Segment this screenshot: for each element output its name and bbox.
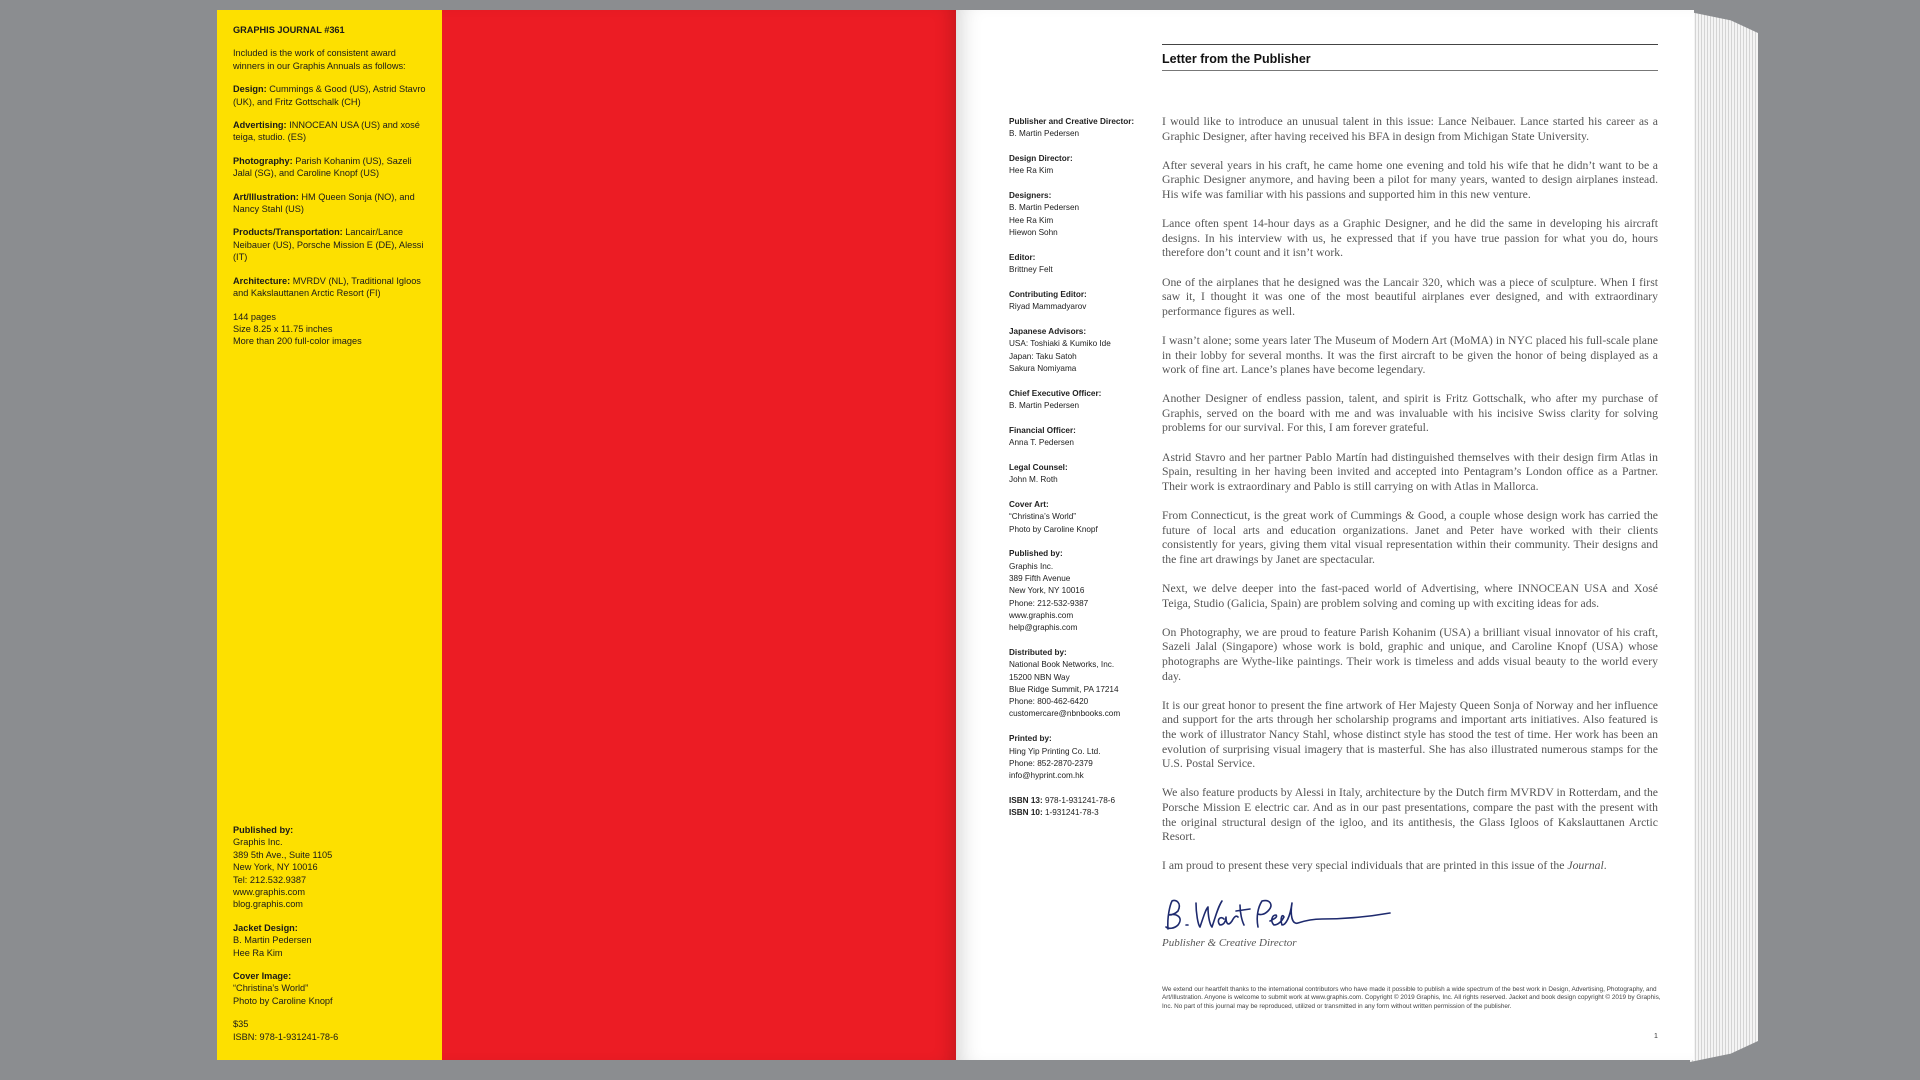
category-label: Design: [233, 84, 267, 95]
masthead-line: Anna T. Pedersen [1009, 438, 1074, 448]
letter-paragraphs [1162, 115, 1658, 845]
letter-paragraph: On Photography, we are proud to feature Parish Kohanim (USA) a brilliant visual innovator of his craft, Sazeli Jalal (Singapore) whose work is bold, graphic and unique, and Caroline Knopf (USA) whose photographs are Wythe-like paintings. Their work is timeless and adds visual beauty to the world every day. [1162, 625, 1658, 683]
masthead-line: Sakura Nomiyama [1009, 363, 1077, 373]
masthead-line: Phone: 212-532-9387 [1009, 598, 1089, 608]
cover-line: “Christina’s World” [233, 983, 309, 994]
letter-paragraph: Another Designer of endless passion, talent, and spirit is Fritz Gottschalk, who after my purchase of Graphis, served on the board with me and was invaluable with his incisive Swiss clarity for solving problems for our survival. For this, I am forever grateful. [1162, 392, 1658, 435]
masthead-line: USA: Toshiaki & Kumiko Ide [1009, 339, 1111, 349]
flap-categories [233, 83, 426, 299]
flap-colophon [233, 824, 433, 1054]
masthead-entry [1009, 326, 1149, 375]
masthead-line: Graphis Inc. [1009, 561, 1054, 571]
masthead-entry [1009, 153, 1149, 178]
letter-page [956, 10, 1694, 1060]
published-line: www.graphis.com [233, 887, 305, 898]
letter-paragraph: I would like to introduce an unusual talent in this issue: Lance Neibauer. Lance started his career as a Graphic Designer, after having received his BFA in design from Michigan State University. [1162, 115, 1658, 143]
masthead-line: National Book Networks, Inc. [1009, 660, 1115, 670]
jacket-line: Hee Ra Kim [233, 947, 283, 958]
masthead-line: www.graphis.com [1009, 610, 1074, 620]
category-text: Cummings & Good (US), Astrid Stavro (UK), and Fritz Gottschalk (CH) [233, 84, 426, 107]
masthead-line: Hee Ra Kim [1009, 166, 1054, 176]
jacket-line: B. Martin Pedersen [233, 935, 312, 946]
masthead-entry [1009, 425, 1149, 450]
red-cover-panel [442, 10, 956, 1060]
flap-price [233, 1018, 433, 1043]
letter-body [1162, 115, 1658, 888]
page-number: 1 [1654, 1033, 1658, 1040]
masthead-line: Photo by Caroline Knopf [1009, 524, 1098, 534]
masthead-line: Japan: Taku Satoh [1009, 351, 1077, 361]
masthead-line: B. Martin Pedersen [1009, 203, 1080, 213]
letter-paragraph: Next, we delve deeper into the fast-paced world of Advertising, where INNOCEAN USA and Xosé Teiga, Studio (Galicia, Spain) are problem solving and coming up with exciting ideas for ads. [1162, 582, 1658, 610]
masthead-label: Cover Art: [1009, 500, 1049, 510]
masthead-line: John M. Roth [1009, 475, 1058, 485]
category-label: Advertising: [233, 120, 287, 131]
journal-title: GRAPHIS JOURNAL #361 [233, 25, 345, 35]
masthead-line: Hee Ra Kim [1009, 215, 1054, 225]
page-edge [1690, 12, 1758, 1062]
published-line: 389 5th Ave., Suite 1105 [233, 849, 333, 860]
isbn-label: ISBN 10: [1009, 808, 1043, 818]
masthead-entry [1009, 548, 1149, 634]
jacket-flap [217, 10, 442, 1060]
category-text: Parish Kohanim (US), Sazeli Jalal (SG), and Caroline Knopf (US) [233, 155, 412, 179]
cover-line: Photo by Caroline Knopf [233, 995, 333, 1006]
masthead-label: Distributed by: [1009, 648, 1067, 657]
category-text: MVRDV (NL), Traditional Igloos and Kakslauttanen Arctic Resort (FI) [233, 275, 421, 299]
flap-published-by [233, 824, 433, 911]
flap-cover-image [233, 970, 433, 1007]
published-label: Published by: [233, 825, 294, 835]
masthead-label: Contributing Editor: [1009, 289, 1087, 299]
letter-paragraph: I wasn’t alone; some years later The Museum of Modern Art (MoMA) in NYC placed his full-scale plane in their lobby for several months. It was the first aircraft to be given the honor of being displayed as a work of fine art. Lance’s planes have become legendary. [1162, 333, 1658, 377]
category-label: Architecture: [233, 275, 291, 286]
letter-paragraph: We also feature products by Alessi in Italy, architecture by the Dutch firm MVRDV in Rotterdam, and the Porsche Mission E electric car. And as in our past presentations, compare the past with the present with the original structural design of the igloo, and its antithesis, the Glass Igloos of Kakslauttanen Arctic Resort. [1162, 786, 1658, 844]
closing-text: I am proud to present these very special individuals that are printed in this issue of the [1162, 859, 1568, 873]
masthead-line: Blue Ridge Summit, PA 17214 [1009, 684, 1119, 694]
signature-graphic [1162, 895, 1402, 935]
spec-line: More than 200 full-color images [233, 336, 362, 347]
category-text: HM Queen Sonja (NO), and Nancy Stahl (US) [233, 191, 415, 215]
flap-specs [233, 311, 426, 348]
masthead-label: Chief Executive Officer: [1009, 388, 1102, 398]
masthead-line: “Christina’s World” [1009, 512, 1077, 522]
published-line: Tel: 212.532.9387 [233, 874, 307, 885]
letter-paragraph: Lance often spent 14-hour days as a Graphic Designer, and he did the same in developing his aircraft designs. In his interview with us, he expressed that if you have true passion for what you do, hours therefore don’t count and it isn’t work. [1162, 217, 1658, 260]
masthead-label: Printed by: [1009, 734, 1052, 744]
masthead-label: Published by: [1009, 549, 1063, 559]
masthead-line: B. Martin Pedersen [1009, 129, 1080, 139]
masthead-line: Brittney Felt [1009, 265, 1053, 275]
masthead-list [1009, 116, 1149, 782]
closing-italic: Journal [1567, 859, 1604, 873]
flap-intro: Included is the work of consistent award winners in our Graphis Annuals as follows: [233, 48, 406, 71]
masthead-line: 15200 NBN Way [1009, 672, 1070, 682]
letter-heading: Letter from the Publisher [1162, 44, 1658, 71]
jacket-label: Jacket Design: [233, 922, 298, 933]
masthead-entry [1009, 462, 1149, 487]
cover-label: Cover Image: [233, 971, 292, 982]
flap-category [233, 191, 426, 216]
masthead-line: Hing Yip Printing Co. Ltd. [1009, 746, 1101, 756]
masthead-label: Editor: [1009, 252, 1036, 262]
published-line: blog.graphis.com [233, 899, 303, 910]
masthead-entry [1009, 733, 1149, 782]
masthead-isbn [1009, 795, 1149, 820]
category-label: Products/Transportation: [233, 227, 343, 238]
flap-jacket-design [233, 922, 433, 959]
masthead-label: Designers: [1009, 191, 1052, 201]
masthead-entry [1009, 289, 1149, 314]
masthead-line: info@hyprint.com.hk [1009, 771, 1084, 781]
masthead-line: 389 Fifth Avenue [1009, 574, 1071, 584]
spec-line: Size 8.25 x 11.75 inches [233, 323, 333, 334]
masthead-entry [1009, 499, 1149, 536]
flap-category [233, 155, 426, 180]
letter-closing [1162, 859, 1658, 874]
flap-isbn: ISBN: 978-1-931241-78-6 [233, 1031, 339, 1042]
category-text: INNOCEAN USA (US) and xosé teiga, studio. (ES) [233, 120, 420, 143]
masthead-entry [1009, 252, 1149, 277]
flap-category [233, 275, 426, 300]
isbn-value: 978-1-931241-78-6 [1042, 795, 1116, 805]
masthead-line: B. Martin Pedersen [1009, 401, 1080, 411]
masthead-line: New York, NY 10016 [1009, 586, 1085, 596]
category-text: Lancair/Lance Neibauer (US), Porsche Mission E (DE), Alessi (IT) [233, 227, 424, 263]
masthead-line: Hiewon Sohn [1009, 228, 1058, 238]
category-label: Photography: [233, 155, 293, 166]
flap-category [233, 119, 426, 144]
masthead-entry [1009, 116, 1149, 141]
masthead-entry [1009, 647, 1149, 721]
flap-category [233, 226, 426, 263]
masthead-label: Japanese Advisors: [1009, 327, 1087, 337]
masthead-label: Publisher and Creative Director: [1009, 117, 1135, 126]
masthead-entry [1009, 190, 1149, 239]
isbn-value: 1-931241-78-3 [1042, 808, 1099, 818]
masthead-line: Riyad Mammadyarov [1009, 302, 1087, 312]
closing-end: . [1603, 859, 1607, 873]
letter-paragraph: One of the airplanes that he designed was the Lancair 320, which was a piece of sculpture. When I first saw it, I thought it was one of the most beautiful airplanes ever designed, and with extraordinary performance figures as well. [1162, 275, 1658, 318]
masthead-line: customercare@nbnbooks.com [1009, 709, 1121, 719]
footnote: We extend our heartfelt thanks to the international contributors who have made it possible to publish a wide spectrum of the best work in Design, Advertising, Photography, and Art/Illustration. Anyone is welcome to submit work at www.graphis.com. Copyright © 2019 Graphis, Inc. All rights reserved. Jacket and book design copyright © 2019 by Graphis, Inc. No part of this journal may be reproduced, utilized or transmitted in any form without written permission of the publisher. [1162, 986, 1661, 1010]
letter-paragraph: After several years in his craft, he came home one evening and told his wife that he didn’t want to be a Graphic Designer anymore, and having been a pilot for many years, wanted to design airplanes instead. His wife was familiar with his passions and supported him in this new venture. [1162, 158, 1658, 201]
masthead-entry [1009, 388, 1149, 413]
masthead-label: Design Director: [1009, 154, 1073, 164]
masthead-line: Phone: 800-462-6420 [1009, 697, 1089, 707]
isbn-label: ISBN 13: [1009, 795, 1043, 805]
category-label: Art/Illustration: [233, 191, 299, 202]
published-line: New York, NY 10016 [233, 862, 318, 873]
masthead-label: Legal Counsel: [1009, 462, 1068, 472]
price: $35 [233, 1019, 249, 1030]
letter-paragraph: From Connecticut, is the great work of Cummings & Good, a couple whose design work has carried the future of local arts and education organizations. Janet and Peter have worked with their clients consistently for years, giving them vital visual representation within their community. Their designs and the fine art drawings by Janet are spectacular. [1162, 509, 1658, 566]
signature-caption: Publisher & Creative Director [1162, 937, 1297, 949]
letter-paragraph: It is our great honor to present the fine artwork of Her Majesty Queen Sonja of Norway and her influence and support for the arts through her scholarship programs and important arts initiatives. Also featured is the work of illustrator Nancy Stahl, whose distinct style has stood the test of time. Her work has been an evolution of surprising visual imagery that is masterful. She has also illustrated numerous stamps for the U.S. Postal Service. [1162, 698, 1658, 771]
published-line: Graphis Inc. [233, 837, 283, 848]
flap-category [233, 83, 426, 108]
letter-paragraph: Astrid Stavro and her partner Pablo Martín had distinguished themselves with their design firm Atlas in Spain, resulting in her having been invited and accepted into Pentagram’s London office as a Partner. Their work is extraordinary and Pablo is still carrying on with Atlas in Mallorca. [1162, 450, 1658, 493]
masthead-label: Financial Officer: [1009, 425, 1076, 435]
masthead [1009, 116, 1149, 832]
spec-line: 144 pages [233, 311, 276, 322]
masthead-line: help@graphis.com [1009, 623, 1078, 633]
masthead-line: Phone: 852-2870-2379 [1009, 758, 1093, 768]
